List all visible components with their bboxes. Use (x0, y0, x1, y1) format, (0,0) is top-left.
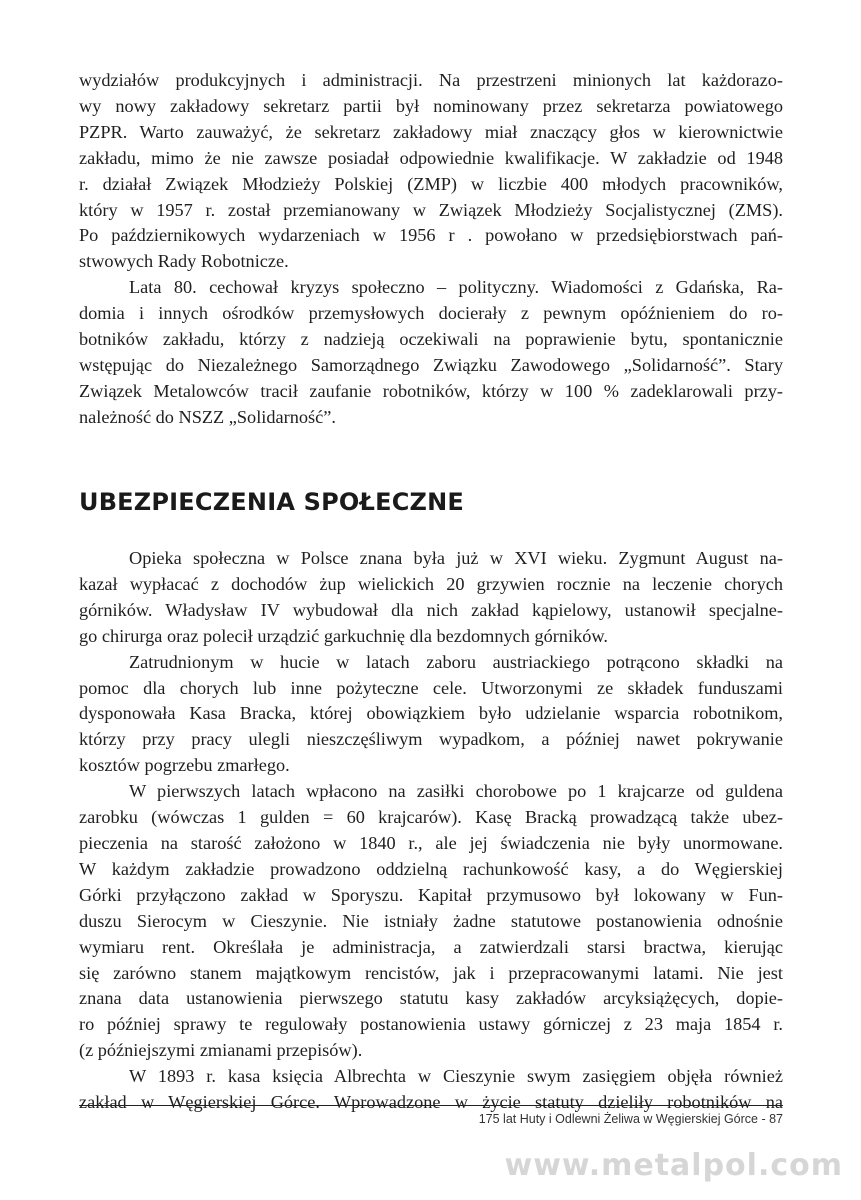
text-line: zakładu, mimo że nie zawsze posiadał odpowiednie kwalifikacje. W zakładzie od 1948 (79, 147, 783, 168)
text-line: W pierwszych latach wpłacono na zasiłki chorobowe po 1 krajcarze od guldena (129, 781, 783, 802)
text-line: (z późniejszymi zmianami przepisów). (79, 1040, 363, 1061)
text-line: znana data ustanowienia pierwszego statutu kasy zakładów arcyksiążęcych, dopie- (79, 988, 783, 1009)
text-line: górników. Władysław IV wybudował dla nich zakład kąpielowy, ustanowił specjalne- (79, 599, 783, 620)
text-line: którzy przy pracy ulegli nieszczęśliwym wypadkom, a później nawet pokrywanie (79, 729, 783, 750)
text-line: Zatrudnionym w hucie w latach zaboru austriackiego potrącono składki na (129, 651, 783, 672)
text-line: który w 1957 r. został przemianowany w Związek Młodzieży Socjalistycznej (ZMS). (79, 199, 783, 220)
section-social-insurance-text (79, 546, 783, 1116)
text-line: W 1893 r. kasa księcia Albrechta w Cieszynie swym zasięgiem objęła również (129, 1066, 783, 1087)
text-line: Górki przyłączono zakład w Sporyszu. Kapitał przymusowo był lokowany w Fun- (79, 884, 783, 905)
text-line: należność do NSZZ „Solidarność”. (79, 406, 336, 427)
paragraph (79, 1064, 783, 1116)
text-line: kazał wypłacać z dochodów żup wielickich 20 grzywien rocznie na leczenie chorych (79, 573, 783, 594)
paragraph (79, 650, 783, 780)
text-line: zarobku (wówczas 1 gulden = 60 krajcarów). Kasę Bracką prowadzącą także ubez- (79, 807, 783, 828)
text-line: r. działał Związek Młodzieży Polskiej (ZMP) w liczbie 400 młodych pracowników, (79, 173, 783, 194)
text-line: pieczenia na starość założono w 1840 r., ale jej świadczenia nie były unormowane. (79, 832, 783, 853)
text-line: Po październikowych wydarzeniach w 1956 r . powołano w przedsiębiorstwach pań- (79, 225, 783, 246)
page-footer: 175 lat Huty i Odlewni Żeliwa w Węgierskiej Górce - 87 (478, 1112, 783, 1126)
text-line: wydziałów produkcyjnych i administracji. Na przestrzeni minionych lat każdorazo- (79, 70, 783, 90)
text-line: wstępując do Niezależnego Samorządnego Związku Zawodowego „Solidarność”. Stary (79, 354, 783, 375)
text-line: W każdym zakładzie prowadzono oddzielną rachunkowość kasy, a do Węgierskiej (79, 858, 783, 879)
section-heading: UBEZPIECZENIA SPOŁECZNE (79, 488, 465, 516)
text-line: wy nowy zakładowy sekretarz partii był nominowany przez sekretarza powiatowego (79, 95, 783, 116)
text-line: dysponowała Kasa Bracka, której obowiązkiem było udzielanie wsparcia robotnikom, (79, 703, 783, 724)
text-line: ro później sprawy te regulowały postanowienia ustawy górniczej z 23 maja 1854 r. (79, 1014, 783, 1035)
footer-divider (79, 1105, 783, 1106)
watermark: www.metalpol.com (504, 1148, 843, 1183)
text-line: domia i innych ośrodków przemysłowych docierały z pewnym opóźnieniem do ro- (79, 303, 783, 324)
section-intro-text (79, 68, 783, 431)
text-line: Lata 80. cechował kryzys społeczno – polityczny. Wiadomości z Gdańska, Ra- (129, 277, 783, 298)
paragraph (79, 546, 783, 650)
text-line: zakład w Węgierskiej Górce. Wprowadzone w życie statuty dzieliły robotników na (79, 1092, 783, 1113)
text-line: kosztów pogrzebu zmarłego. (79, 755, 290, 776)
text-line: go chirurga oraz polecił urządzić garkuchnię dla bezdomnych górników. (79, 625, 608, 646)
text-line: stwowych Rady Robotnicze. (79, 251, 289, 272)
text-line: się zarówno stanem majątkowym rencistów, jak i przepracowanymi latami. Nie jest (79, 962, 783, 983)
paragraph (79, 275, 783, 430)
paragraph (79, 779, 783, 1064)
text-line: Opieka społeczna w Polsce znana była już w XVI wieku. Zygmunt August na- (129, 548, 783, 568)
text-line: PZPR. Warto zauważyć, że sekretarz zakładowy miał znaczący głos w kierownictwie (79, 121, 783, 142)
text-line: pomoc dla chorych lub inne pożyteczne cele. Utworzonymi ze składek funduszami (79, 677, 783, 698)
text-line: Związek Metalowców tracił zaufanie robotników, którzy w 100 % zadeklarowali przy- (79, 380, 783, 401)
text-line: wymiaru rent. Określała je administracja, a zatwierdzali starsi bractwa, kierując (79, 936, 783, 957)
paragraph (79, 68, 783, 275)
text-line: botników zakładu, którzy z nadzieją oczekiwali na poprawienie bytu, spontanicznie (79, 329, 783, 350)
text-line: duszu Sierocym w Cieszynie. Nie istniały żadne statutowe postanowienia odnośnie (79, 910, 783, 931)
